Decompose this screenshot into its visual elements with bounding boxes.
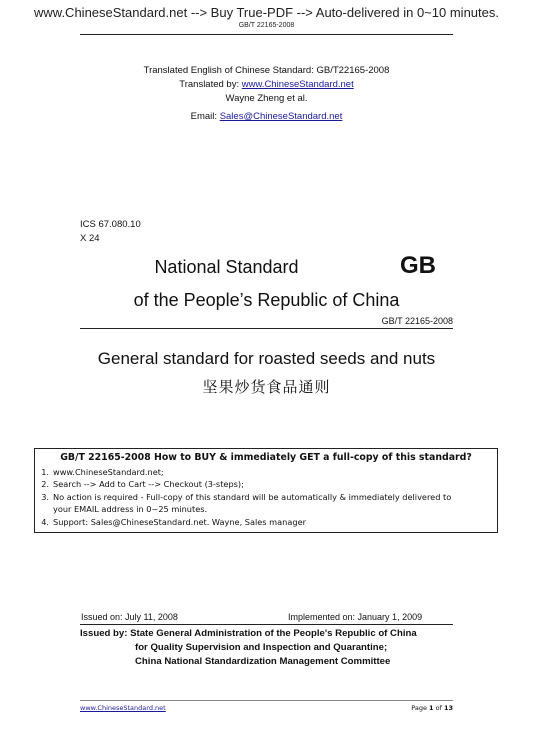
translated-by-link[interactable]: www.ChineseStandard.net	[241, 79, 354, 90]
translation-line: Translated English of Chinese Standard: GB/T22165-2008	[143, 65, 390, 76]
issued-by-line: China National Standardization Management Committee	[135, 656, 391, 667]
top-banner: www.ChineseStandard.net --> Buy True-PDF --> Auto-delivered in 0~10 minutes.	[34, 5, 499, 20]
buy-steps-list	[35, 466, 497, 529]
issuing-authorities	[80, 627, 417, 669]
list-text-continued: your EMAIL address in 0~25 minutes.	[53, 504, 208, 514]
translated-by-line	[0, 78, 533, 92]
list-number: 4.	[41, 516, 49, 527]
email-label: Email:	[190, 111, 220, 122]
header-rule	[80, 34, 453, 35]
chinese-title: 坚果炒货食品通则	[202, 378, 331, 396]
title-rule	[80, 328, 453, 329]
email-link[interactable]: Sales@ChineseStandard.net	[219, 111, 343, 122]
translated-by-label: Translated by:	[179, 79, 242, 90]
list-number: 1.	[41, 466, 49, 477]
list-number: 2.	[41, 479, 49, 489]
page-total: 13	[443, 704, 453, 712]
buy-instructions-box	[34, 448, 498, 533]
email-line	[0, 110, 533, 124]
list-number: 3.	[41, 491, 49, 502]
footer-rule	[80, 700, 453, 701]
list-text: No action is required - Full-copy of this standard will be automatically & immediately delivered to	[53, 491, 452, 502]
issued-on-date: Issued on: July 11, 2008	[81, 612, 178, 622]
list-item	[35, 516, 497, 529]
english-title: General standard for roasted seeds and nuts	[97, 349, 436, 368]
peoples-republic-heading: of the People’s Republic of China	[133, 290, 400, 310]
implemented-on-date: Implemented on: January 1, 2009	[288, 612, 423, 622]
standard-number: GB/T 22165-2008	[381, 316, 453, 326]
website-link[interactable]: www.ChineseStandard.net;	[53, 466, 164, 477]
classification-code: X 24	[80, 233, 100, 244]
page-mid: of	[433, 704, 444, 712]
ics-code: ICS 67.080.10	[80, 219, 141, 230]
buy-box-title: GB/T 22165-2008 How to BUY & immediately GET a full-copy of this standard?	[60, 452, 472, 463]
translation-info	[0, 64, 533, 124]
issue-rule	[80, 624, 453, 625]
issued-by-line: for Quality Supervision and Inspection and Quarantine;	[135, 642, 388, 653]
list-item	[35, 478, 497, 491]
translator-name: Wayne Zheng et al.	[225, 93, 308, 104]
national-standard-heading	[0, 257, 533, 278]
list-item	[35, 466, 497, 479]
list-text: Support: Sales@ChineseStandard.net. Wayne, Sales manager	[53, 516, 306, 527]
header-standard-code: GB/T 22165-2008	[238, 22, 295, 29]
national-standard-text: National Standard	[154, 257, 299, 277]
page-number: 1	[429, 704, 434, 712]
page-indicator	[411, 704, 453, 712]
list-item	[35, 491, 497, 516]
gb-mark: GB	[400, 252, 436, 279]
list-text: Search --> Add to Cart --> Checkout (3-steps);	[53, 479, 244, 489]
issued-by-line: Issued by: State General Administration of the People's Republic of China	[80, 628, 417, 639]
page-prefix: Page	[411, 704, 430, 712]
footer-website-link[interactable]: www.ChineseStandard.net	[80, 704, 166, 712]
